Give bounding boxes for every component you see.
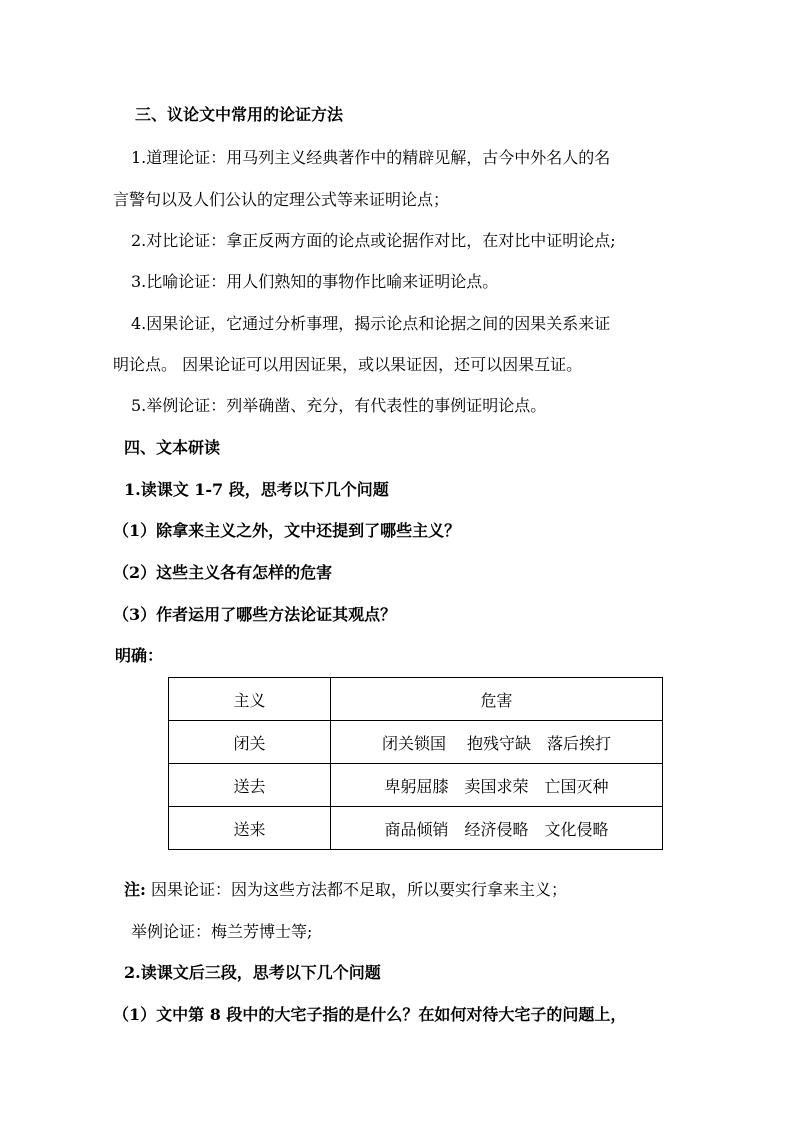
table-row — [169, 764, 663, 807]
table-cell: 送去 — [169, 764, 331, 807]
table-cell: 商品倾销 经济侵略 文化侵略 — [331, 807, 663, 850]
table-row — [169, 807, 663, 850]
note-label: 注: — [124, 880, 146, 899]
table-cell: 闭关锁国 抱残守缺 落后挨打 — [331, 721, 663, 764]
table-cell: 卑躬屈膝 卖国求荣 亡国灭种 — [331, 764, 663, 807]
method-2: 2.对比论证：拿正反两方面的论点或论据作对比，在对比中证明论点; — [131, 231, 616, 250]
table-row — [169, 721, 663, 764]
method-4-line1: 4.因果论证，它通过分析事理，揭示论点和论据之间的因果关系来证 — [131, 314, 611, 333]
section4-heading: 四、文本研读 — [124, 438, 221, 457]
method-5: 5.举例论证：列举确凿、充分，有代表性的事例证明论点。 — [131, 396, 547, 415]
header-doctrine: 主义 — [169, 678, 331, 721]
method-1-line2: 言警句以及人们公认的定理公式等来证明论点； — [113, 190, 450, 209]
question-3: （3）作者运用了哪些方法论证其观点？ — [113, 605, 397, 624]
method-1-line1: 1.道理论证：用马列主义经典著作中的精辟见解，古今中外名人的名 — [131, 148, 611, 167]
question-1: （1）除拿来主义之外，文中还提到了哪些主义？ — [113, 521, 461, 540]
section3-heading: 三、议论文中常用的论证方法 — [135, 105, 344, 124]
clarify-label: 明确： — [115, 646, 164, 665]
note-2: 举例论证：梅兰芳博士等; — [131, 922, 313, 941]
task-2: 2.读课文后三段，思考以下几个问题 — [124, 963, 381, 982]
question-2-1: （1）文中第 8 段中的大宅子指的是什么？在如何对待大宅子的问题上， — [113, 1005, 627, 1024]
note-line — [124, 879, 567, 901]
table-cell: 送来 — [169, 807, 331, 850]
note-text: 因果论证：因为这些方法都不足取，所以要实行拿来主义； — [151, 880, 568, 899]
method-4-line2: 明论点。 因果论证可以用因证果，或以果证因，还可以因果互证。 — [113, 355, 583, 374]
table-cell: 闭关 — [169, 721, 331, 764]
question-2: （2）这些主义各有怎样的危害 — [113, 563, 333, 582]
harm-table — [168, 677, 663, 850]
table-header-row — [169, 678, 663, 721]
task-1: 1.读课文 1-7 段，思考以下几个问题 — [124, 480, 389, 499]
method-3: 3.比喻论证：用人们熟知的事物作比喻来证明论点。 — [131, 272, 499, 291]
header-harm: 危害 — [331, 678, 663, 721]
